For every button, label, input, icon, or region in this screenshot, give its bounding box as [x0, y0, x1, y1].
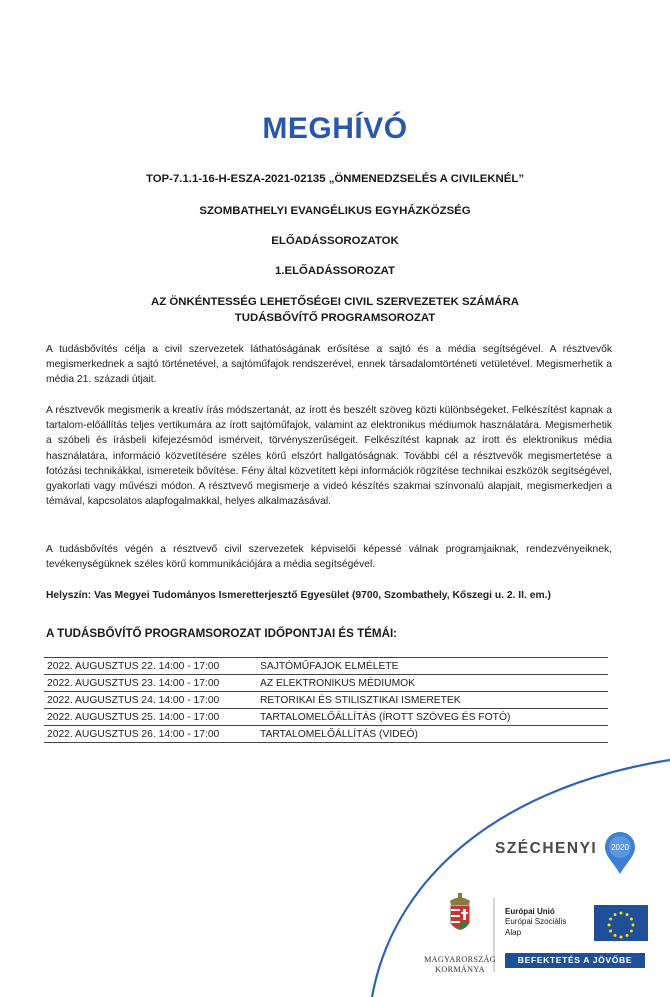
schedule-topic: RETORIKAI ÉS STILISZTIKAI ISMERETEK	[257, 692, 608, 709]
schedule-date: 2022. AUGUSZTUS 25. 14:00 - 17:00	[44, 709, 257, 726]
schedule-topic: SAJTÓMŰFAJOK ELMÉLETE	[257, 658, 608, 675]
eu-line-1: Európai Unió	[505, 907, 555, 916]
details-paragraph: A résztvevők megismerik a kreatív írás módszertanát, az írott és beszélt szöveg közti különbségeket. Felkészítést kapnak a tartalom-előállítás teljes vertikumára az írott sajtóműfajok, valamint az elektronikus médiumok használatára. Megismerhetik a szóbeli és írásbeli kifejezésmód ismérveit, törvényszerűségeit. Felkészítést kapnak az írott és elektronikus média használatára, információ közvetítésére széles körű elszórt hallgatóságnak. További cél a résztvevők megismertetése a fotózási technikákkal, ismereteik bővítése. Fény által közvetített képi információk rögzítése technikai eszközök segítségével, gyakorlati vagy művészi módon. A résztvevő megismerje a videó készítés szakmai színvonalú alapjait, megismerkedjen a témával, kapcsolatos alapfogalmakkal, helyes alkalmazásával.	[46, 405, 612, 508]
outcome-paragraph: A tudásbővítés végén a résztvevő civil szervezetek képviselői képessé válnak programjaiknak, rendezvényeiknek, tevékenységüknek széles körű kommunikációjára a média segítségével.	[46, 544, 612, 571]
program-heading: TUDÁSBŐVÍTŐ PROGRAMSOROZAT	[234, 312, 436, 324]
schedule-topic: AZ ELEKTRONIKUS MÉDIUMOK	[257, 675, 608, 692]
schedule-topic: TARTALOMELŐÁLLÍTÁS (ÍROTT SZÖVEG ÉS FOTÓ)	[257, 709, 608, 726]
location-text: Helyszín: Vas Megyei Tudományos Ismeretterjesztő Egyesület (9700, Szombathely, Kőszegi u. 2. II. em.)	[46, 590, 551, 601]
szechenyi-logo-text: SZÉCHENYI	[495, 840, 598, 857]
schedule-date: 2022. AUGUSZTUS 23. 14:00 - 17:00	[44, 675, 257, 692]
slogan-banner: BEFEKTETÉS A JÖVŐBE	[505, 953, 645, 968]
organizer-heading: SZOMBATHELYI EVANGÉLIKUS EGYHÁZKÖZSÉG	[199, 205, 471, 217]
szechenyi-year: 2020	[611, 843, 629, 852]
intro-paragraph: A tudásbővítés célja a civil szervezetek láthatóságának erősítése a sajtó és a média segítségével. A résztvevők megismerkednek a sajtó történetével, a sajtóműfajok rendszerével, ennek társadalomtörténeti vetületével. Megismerhetik a média 21. századi útjait.	[46, 344, 612, 386]
schedule-date: 2022. AUGUSZTUS 22. 14:00 - 17:00	[44, 658, 257, 675]
page-title: MEGHÍVÓ	[262, 112, 408, 145]
schedule-heading: A TUDÁSBŐVÍTŐ PROGRAMSOROZAT IDŐPONTJAI ÉS TÉMÁI:	[46, 627, 398, 640]
eu-line-3: Alap	[505, 927, 522, 937]
schedule-date: 2022. AUGUSZTUS 26. 14:00 - 17:00	[44, 726, 257, 743]
government-line-1: MAGYARORSZÁG	[424, 955, 496, 964]
topic-heading: AZ ÖNKÉNTESSÉG LEHETŐSÉGEI CIVIL SZERVEZETEK SZÁMÁRA	[151, 296, 519, 308]
schedule-topic: TARTALOMELŐÁLLÍTÁS (VIDEÓ)	[257, 726, 608, 743]
series-heading: ELŐADÁSSOROZATOK	[271, 235, 399, 247]
first-series-heading: 1.ELŐADÁSSOROZAT	[274, 265, 396, 277]
schedule-date: 2022. AUGUSZTUS 24. 14:00 - 17:00	[44, 692, 257, 709]
government-line-2: KORMÁNYA	[435, 964, 485, 974]
eu-line-2: Európai Szociális	[505, 917, 567, 927]
project-code-heading: TOP-7.1.1-16-H-ESZA-2021-02135 „ÖNMENEDZSELÉS A CIVILEKNÉL”	[145, 173, 525, 185]
